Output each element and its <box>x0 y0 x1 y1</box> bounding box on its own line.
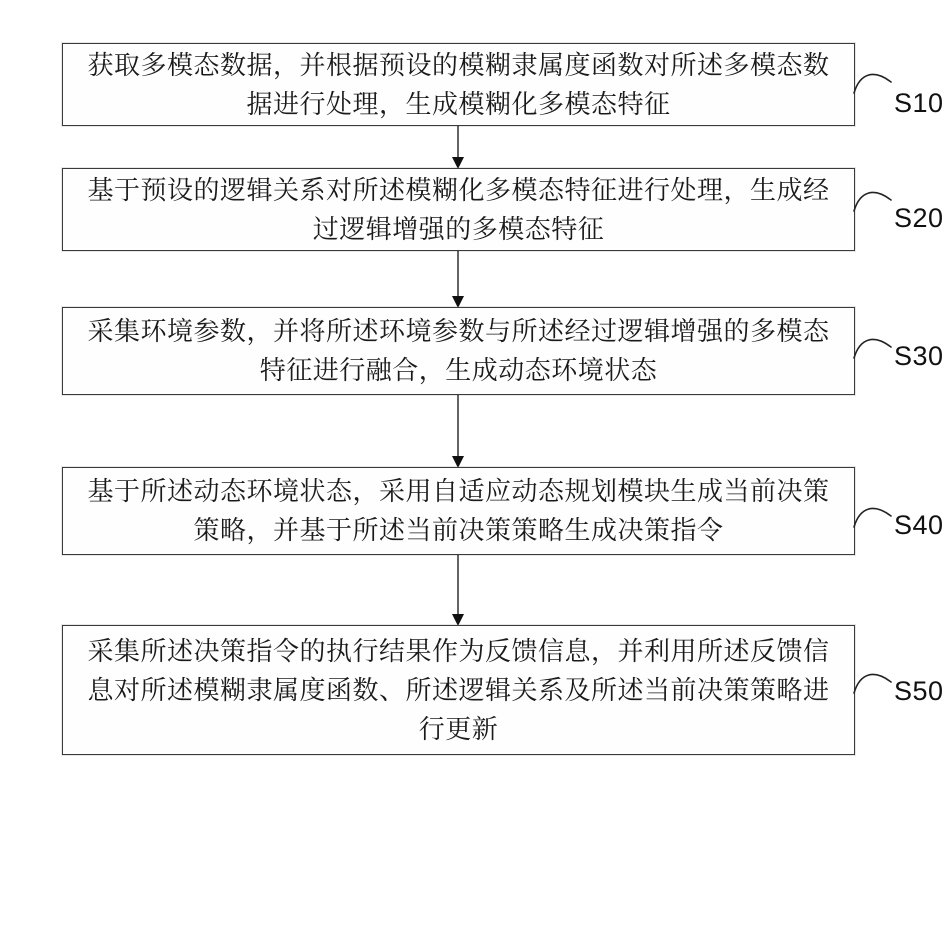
step-s10-text-line-2: 据进行处理，生成模糊化多模态特征 <box>246 88 671 119</box>
step-s40-text-line-1: 基于所述动态环境状态，采用自适应动态规划模块生成当前决策 <box>87 476 830 506</box>
step-box-s10 <box>62 43 855 126</box>
step-s20-text-line-1: 基于预设的逻辑关系对所述模糊化多模态特征进行处理，生成经 <box>87 174 830 205</box>
step-s50-text-line-2: 息对所述模糊隶属度函数、所述逻辑关系及所述当前决策策略进 <box>87 674 830 705</box>
reference-arc-s50 <box>853 668 893 694</box>
step-label-s50: S50 <box>894 676 944 706</box>
step-s30-text-line-2: 特征进行融合，生成动态环境状态 <box>259 355 658 385</box>
step-s50-text-line-1: 采集所述决策指令的执行结果作为反馈信息，并利用所述反馈信 <box>87 635 830 666</box>
down-arrow-1 <box>450 126 466 169</box>
reference-arc-s40 <box>853 502 893 528</box>
down-arrow-2 <box>450 251 466 308</box>
step-box-s50 <box>62 625 855 755</box>
step-s20-text-line-2: 过逻辑增强的多模态特征 <box>312 213 605 244</box>
step-box-s40 <box>62 467 855 555</box>
step-s50-text-line-3: 行更新 <box>418 713 499 744</box>
step-s40-text-line-2: 策略，并基于所述当前决策策略生成决策指令 <box>193 515 724 545</box>
step-box-s30 <box>62 307 855 395</box>
step-s10-text-line-1: 获取多模态数据，并根据预设的模糊隶属度函数对所述多模态数 <box>87 49 830 80</box>
step-label-s10: S10 <box>894 88 944 118</box>
step-label-s40: S40 <box>894 510 944 540</box>
reference-arc-s30 <box>853 333 893 359</box>
down-arrow-3 <box>450 395 466 468</box>
down-arrow-4 <box>450 555 466 626</box>
reference-arc-s20 <box>853 186 893 212</box>
step-label-s20: S20 <box>894 203 944 233</box>
step-label-s30: S30 <box>894 341 944 371</box>
step-s30-text-line-1: 采集环境参数，并将所述环境参数与所述经过逻辑增强的多模态 <box>87 316 830 346</box>
step-box-s20 <box>62 168 855 251</box>
reference-arc-s10 <box>853 68 893 94</box>
